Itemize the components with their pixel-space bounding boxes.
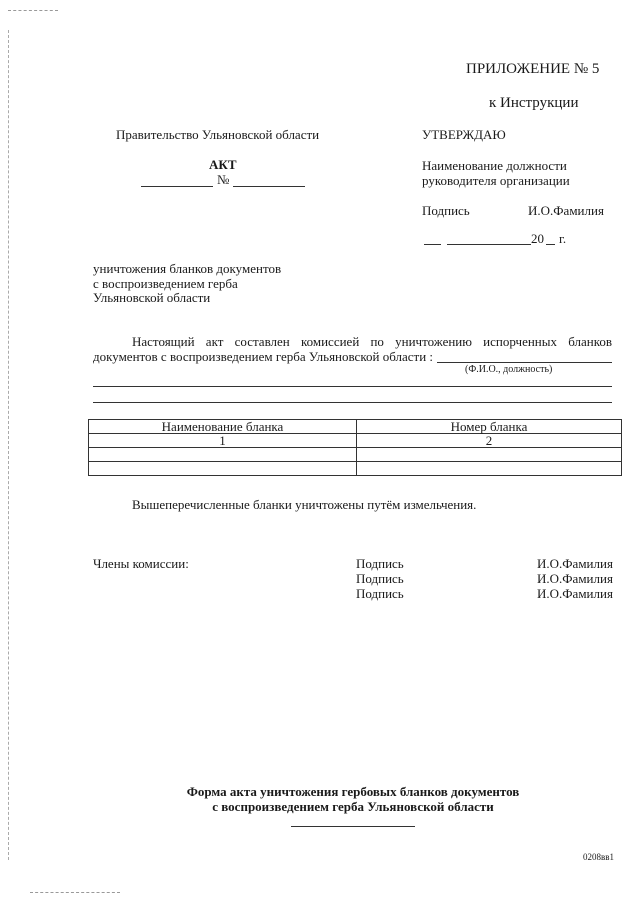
appendix-label: ПРИЛОЖЕНИЕ № 5 [466,61,600,77]
table-header-row [89,420,622,434]
act-date-blank [141,186,213,187]
document-code: 0208вв1 [583,852,614,862]
subject-line-3: Ульяновской области [93,290,211,305]
commission-line-1 [93,386,612,387]
position-line-1: Наименование должности [422,158,567,173]
header-blank-name: Наименование бланка [89,420,357,434]
column-number-2: 2 [357,434,622,448]
scan-mark-left-edge [8,30,9,860]
member-name: И.О.Фамилия [537,556,613,571]
act-number-blank [233,186,305,187]
member-name: И.О.Фамилия [537,586,613,601]
commission-names-blank [437,362,612,363]
paragraph-line-2: документов с воспроизведением герба Ульяновской области : [93,349,434,364]
subject-line-1: уничтожения бланков документов [93,261,282,276]
member-signature: Подпись [356,571,404,586]
fio-hint: (Ф.И.О., должность) [465,364,553,375]
table-cell [89,448,357,462]
form-title-line-1: Форма акта уничтожения гербовых бланков документов [186,784,520,799]
table-cell [357,462,622,476]
scan-mark-top [8,10,58,11]
instruction-label: к Инструкции [489,95,579,111]
government-name: Правительство Ульяновской области [116,127,320,142]
form-title-line-2: с воспроизведением герба Ульяновской области [212,799,494,814]
date-month-blank [447,244,531,245]
scan-mark-bottom [30,892,120,893]
date-year: 20 [531,231,544,246]
commission-line-2 [93,402,612,403]
table-row [89,448,622,462]
column-number-1: 1 [89,434,357,448]
subject-line-2: с воспроизведением герба [93,276,238,291]
table-cell [89,462,357,476]
header-blank-number: Номер бланка [357,420,622,434]
date-suffix: г. [559,231,567,246]
table-row-numbers [89,434,622,448]
approve-label: УТВЕРЖДАЮ [422,127,506,142]
date-day-blank [424,244,441,245]
destroyed-statement: Вышеперечисленные бланки уничтожены путём измельчения. [132,497,477,512]
form-title-underline [291,826,415,827]
act-title: АКТ [209,157,237,172]
member-signature: Подпись [356,556,404,571]
commission-label: Члены комиссии: [93,556,189,571]
table-row [89,462,622,476]
table-cell [357,448,622,462]
blanks-table [88,419,622,476]
member-name: И.О.Фамилия [537,571,613,586]
date-year-blank [546,244,555,245]
act-number-sign: № [217,172,230,187]
approval-name: И.О.Фамилия [528,203,604,218]
member-signature: Подпись [356,586,404,601]
approval-signature: Подпись [422,203,470,218]
paragraph-line-1: Настоящий акт составлен комиссией по уничтожению испорченных бланков [132,334,612,349]
position-line-2: руководителя организации [422,173,570,188]
